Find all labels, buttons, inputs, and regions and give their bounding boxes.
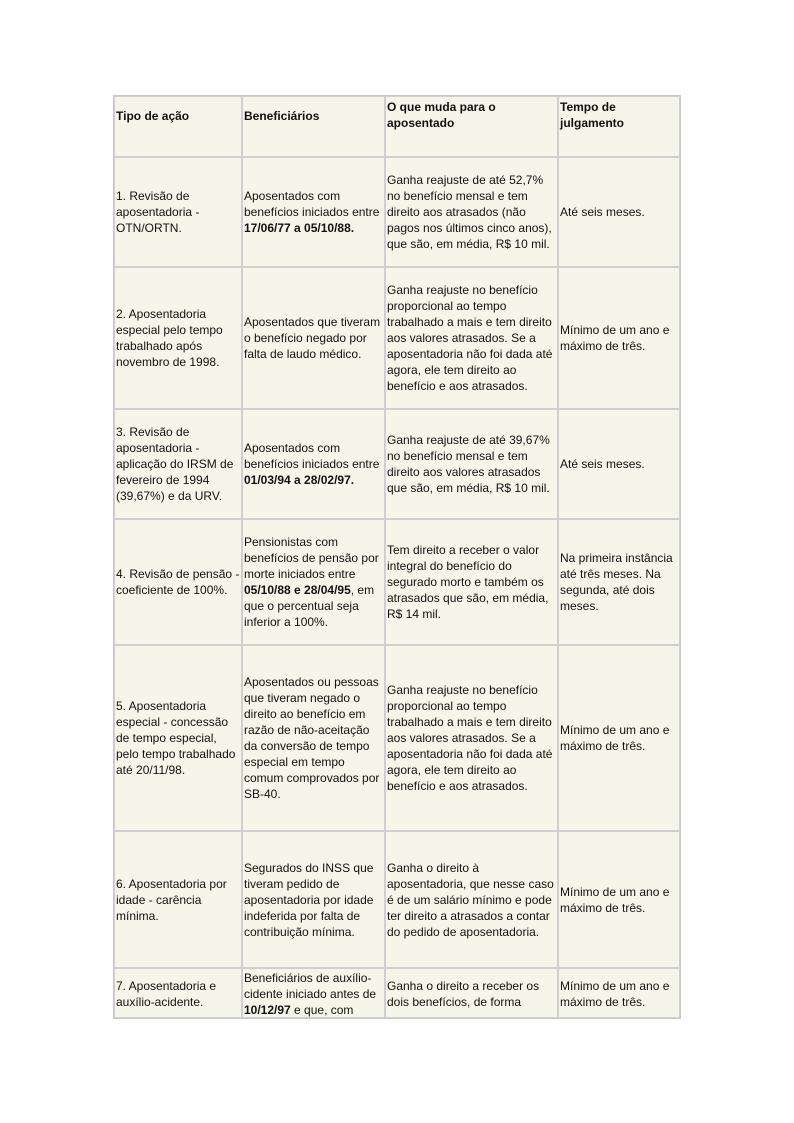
row6-benef-text: Segurados do INSS que tiveram pedido de aposentadoria por idade indeferida por falta de contribuição mínima.	[244, 860, 374, 939]
row2-benef-text: Aposentados que tiveram o benefício negado por falta de laudo médico.	[244, 315, 381, 361]
row7-tipo-cell	[114, 968, 242, 1018]
row4-tempo-cell	[558, 519, 680, 645]
row3-benef	[244, 440, 383, 488]
row1-tempo-cell	[558, 157, 680, 267]
row5-benef	[244, 674, 383, 802]
row7-tipo: 7. Aposentadoria e auxílio-acidente.	[116, 979, 217, 1009]
row5-tipo-cell	[114, 645, 242, 831]
row1-tipo-cell	[114, 157, 242, 267]
header-tipo-label: Tipo de ação	[116, 109, 190, 123]
row7-muda: Ganha o direito a receber os dois benefícios, de forma	[387, 979, 540, 1009]
row7-benef-dates: 10/12/97	[244, 1003, 291, 1017]
row4-benef-dates: 05/10/88 e 28/04/95	[244, 583, 351, 597]
row4-benef-post: , em que o percentual seja inferior a 100%.	[244, 583, 375, 629]
row7-tempo-cell	[558, 968, 680, 1018]
row2-tempo-cell	[558, 267, 680, 409]
row6-tempo-cell	[558, 831, 680, 968]
row1-tempo: Até seis meses.	[560, 205, 645, 219]
row3-tipo: 3. Revisão de aposentadoria - aplicação do IRSM de fevereiro de 1994 (39,67%) e da URV.	[116, 425, 234, 503]
row4-tipo: 4. Revisão de pensão - coeficiente de 100%.	[116, 567, 240, 597]
row7-tempo: Mínimo de um ano e máximo de três.	[560, 979, 670, 1009]
row4-benef	[244, 534, 383, 630]
row6-benef	[244, 860, 383, 940]
row3-muda-cell	[385, 409, 558, 519]
row1-muda: Ganha reajuste de até 52,7% no benefício mensal e tem direito aos atrasados (não pagos nos últimos cinco anos), que são, em média, R$ 10 mil.	[387, 173, 552, 251]
row1-muda-cell	[385, 157, 558, 267]
row6-benef-cell	[242, 831, 385, 968]
row1-tipo: 1. Revisão de aposentadoria - OTN/ORTN.	[116, 189, 200, 235]
row7-muda-cell	[385, 968, 558, 1018]
row7-benef-text: Beneficiários de auxílio-cidente iniciado antes de	[244, 971, 377, 1001]
header-beneficiarios-label: Beneficiários	[244, 109, 320, 123]
row7-benef-post: e que, com	[290, 1003, 354, 1017]
row2-tipo: 2. Aposentadoria especial pelo tempo trabalhado após novembro de 1998.	[116, 307, 223, 369]
row5-tipo: 5. Aposentadoria especial - concessão de tempo especial, pelo tempo trabalhado até 20/11/98.	[116, 699, 236, 777]
row3-tempo-cell	[558, 409, 680, 519]
row2-tempo: Mínimo de um ano e máximo de três.	[560, 323, 670, 353]
header-muda-label: O que muda para o aposentado	[387, 100, 496, 130]
header-tempo-label: Tempo de julgamento	[560, 100, 625, 130]
row5-benef-cell	[242, 645, 385, 831]
row2-muda: Ganha reajuste no benefício proporcional ao tempo trabalhado a mais e tem direito aos valores atrasados. Se a aposentadoria não foi dada até agora, ele tem direito ao benefício e aos atrasados.	[387, 283, 553, 393]
header-tipo	[114, 96, 242, 157]
row5-tempo: Mínimo de um ano e máximo de três.	[560, 723, 670, 753]
row6-tempo: Mínimo de um ano e máximo de três.	[560, 884, 670, 915]
row3-benef-dates: 01/03/94 a 28/02/97.	[244, 473, 355, 487]
header-muda	[385, 96, 558, 157]
row4-tempo: Na primeira instância até três meses. Na segunda, até dois meses.	[560, 551, 673, 613]
row4-benef-text: Pensionistas com benefícios de pensão por morte iniciados entre	[244, 535, 379, 581]
row5-muda: Ganha reajuste no benefício proporcional ao tempo trabalhado a mais e tem direito aos valores atrasados. Se a aposentadoria não foi dada até agora, ele tem direito ao benefício e aos atrasados.	[387, 683, 553, 793]
row2-benef-cell	[242, 267, 385, 409]
row2-tipo-cell	[114, 267, 242, 409]
row4-muda: Tem direito a receber o valor integral do benefício do segurado morto e também os atrasados que são, em média, R$ 14 mil.	[387, 543, 549, 621]
row3-benef-cell	[242, 409, 385, 519]
row6-muda: Ganha o direito à aposentadoria, que nesse caso é de um salário mínimo e pode ter direito a atrasados a contar do pedido de aposentadoria.	[387, 860, 554, 939]
row1-benef-text: Aposentados com benefícios iniciados entre	[244, 189, 380, 219]
row6-muda-cell	[385, 831, 558, 968]
row4-tipo-cell	[114, 519, 242, 645]
row3-tipo-cell	[114, 409, 242, 519]
header-tempo	[558, 96, 680, 157]
row3-muda: Ganha reajuste de até 39,67% no benefício mensal e tem direito aos valores atrasados que são, em média, R$ 10 mil.	[387, 433, 550, 495]
row3-benef-text: Aposentados com benefícios iniciados entre	[244, 441, 380, 471]
row5-benef-text: Aposentados ou pessoas que tiveram negado o direito ao benefício em razão de não-aceitação da conversão de tempo especial em tempo comum comprovados por SB-40.	[244, 675, 380, 801]
row4-benef-cell	[242, 519, 385, 645]
row5-muda-cell	[385, 645, 558, 831]
row1-benef	[244, 188, 383, 236]
row2-benef	[244, 314, 383, 362]
header-beneficiarios	[242, 96, 385, 157]
row7-benef-cell	[242, 968, 385, 1018]
row5-tempo-cell	[558, 645, 680, 831]
row2-muda-cell	[385, 267, 558, 409]
row6-tipo-cell	[114, 831, 242, 968]
row7-benef	[244, 970, 383, 1018]
row1-benef-cell	[242, 157, 385, 267]
row6-tipo: 6. Aposentadoria por idade - carência mínima.	[116, 876, 227, 923]
row1-benef-dates: 17/06/77 a 05/10/88.	[244, 221, 355, 235]
row4-muda-cell	[385, 519, 558, 645]
row3-tempo: Até seis meses.	[560, 457, 645, 471]
